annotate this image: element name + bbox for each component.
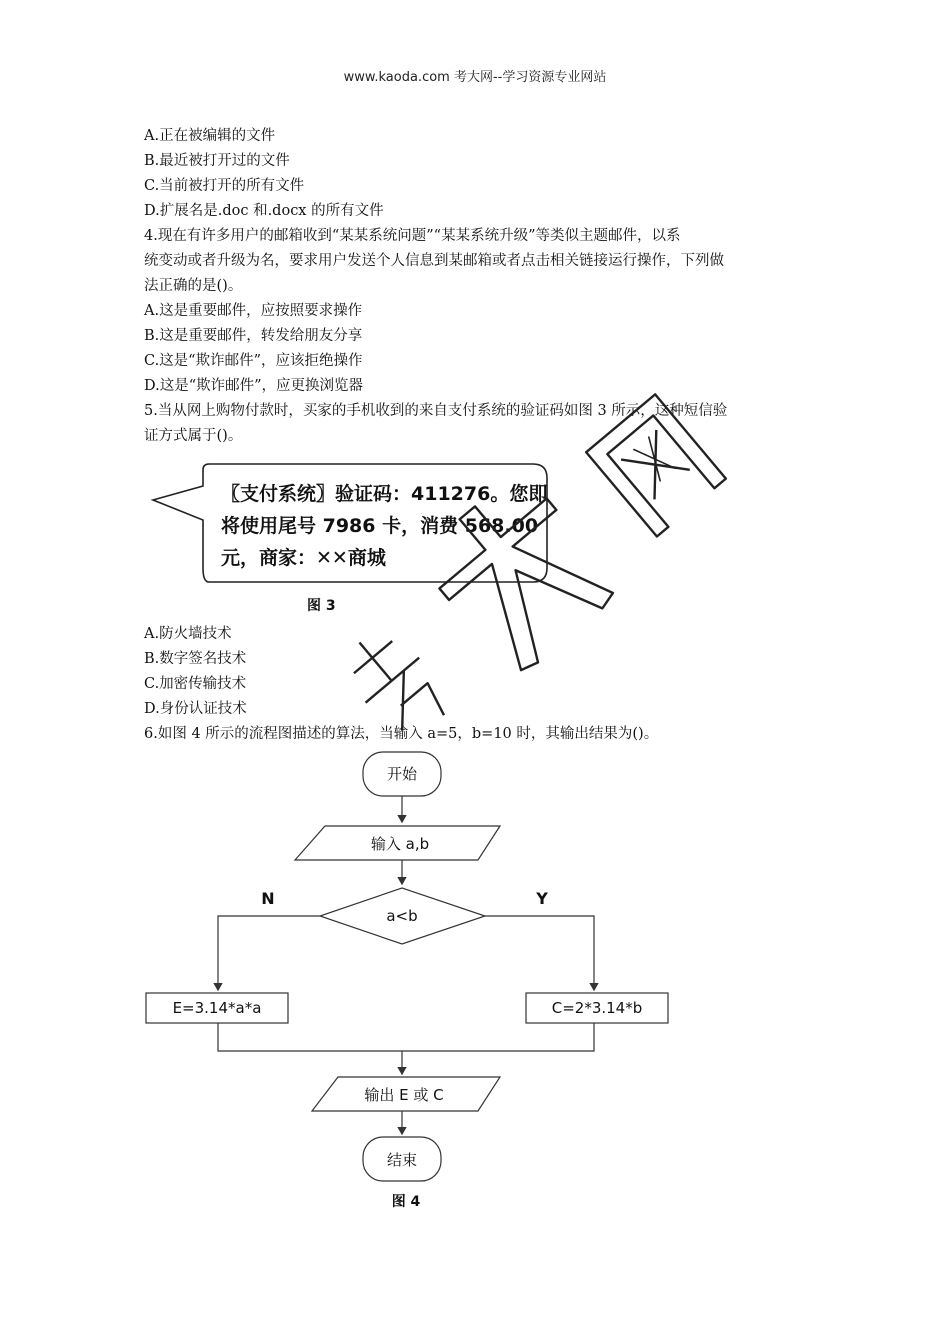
q4-option-c: C.这是“欺诈邮件”，应该拒绝操作 [144,353,363,369]
q3-option-c: C.当前被打开的所有文件 [144,178,305,194]
sms-line-2: 将使用尾号 7986 卡，消费 568.00 [221,515,539,537]
figure-3-sms [145,458,555,623]
q5-stem-line-1: 5.当从网上购物付款时，买家的手机收到的来自支付系统的验证码如图 3 所示，这种短信验 [144,403,728,419]
flow-yes-label: Y [536,889,548,908]
q4-option-a: A.这是重要邮件，应按照要求操作 [144,303,363,319]
flow-no-label: N [261,889,275,908]
flow-no-branch-label: E=3.14*a*a [172,999,262,1017]
q4-option-d: D.这是“欺诈邮件”，应更换浏览器 [144,378,364,394]
sms-line-1: 〖支付系统〗验证码：411276。您即 [221,483,548,505]
flow-condition-label: a<b [386,907,418,925]
figure-3-caption: 图 3 [307,598,336,614]
q4-stem-line-1: 4.现在有许多用户的邮箱收到“某某系统问题”“某某系统升级”等类似主题邮件，以系 [144,228,681,244]
q5-option-a: A.防火墙技术 [144,626,232,642]
flow-start-label: 开始 [386,765,418,783]
q3-option-d: D.扩展名是.doc 和.docx 的所有文件 [144,203,384,219]
q5-option-c: C.加密传输技术 [144,676,247,692]
q4-option-b: B.这是重要邮件，转发给朋友分享 [144,328,363,344]
site-header: www.kaoda.com 考大网--学习资源专业网站 [343,70,607,85]
q6-stem: 6.如图 4 所示的流程图描述的算法，当输入 a=5，b=10 时，其输出结果为()。 [144,726,659,742]
q5-option-b: B.数字签名技术 [144,651,247,667]
sms-line-3: 元，商家：✕✕商城 [221,547,386,569]
flow-input-label: 输入 a,b [370,835,430,853]
flow-end-label: 结束 [386,1151,418,1169]
q4-stem-line-3: 法正确的是()。 [144,278,243,294]
q3-option-b: B.最近被打开过的文件 [144,153,290,169]
flow-yes-branch-label: C=2*3.14*b [551,999,643,1017]
q4-stem-line-2: 统变动或者升级为名，要求用户发送个人信息到某邮箱或者点击相关链接运行操作，下列做 [144,253,724,269]
q5-option-d: D.身份认证技术 [144,701,247,717]
q5-stem-line-2: 证方式属于()。 [144,428,243,444]
figure-4-caption: 图 4 [391,1194,421,1210]
figure-4-flowchart [0,740,950,1220]
q3-option-a: A.正在被编辑的文件 [144,128,276,144]
flow-output-label: 输出 E 或 C [364,1086,444,1104]
